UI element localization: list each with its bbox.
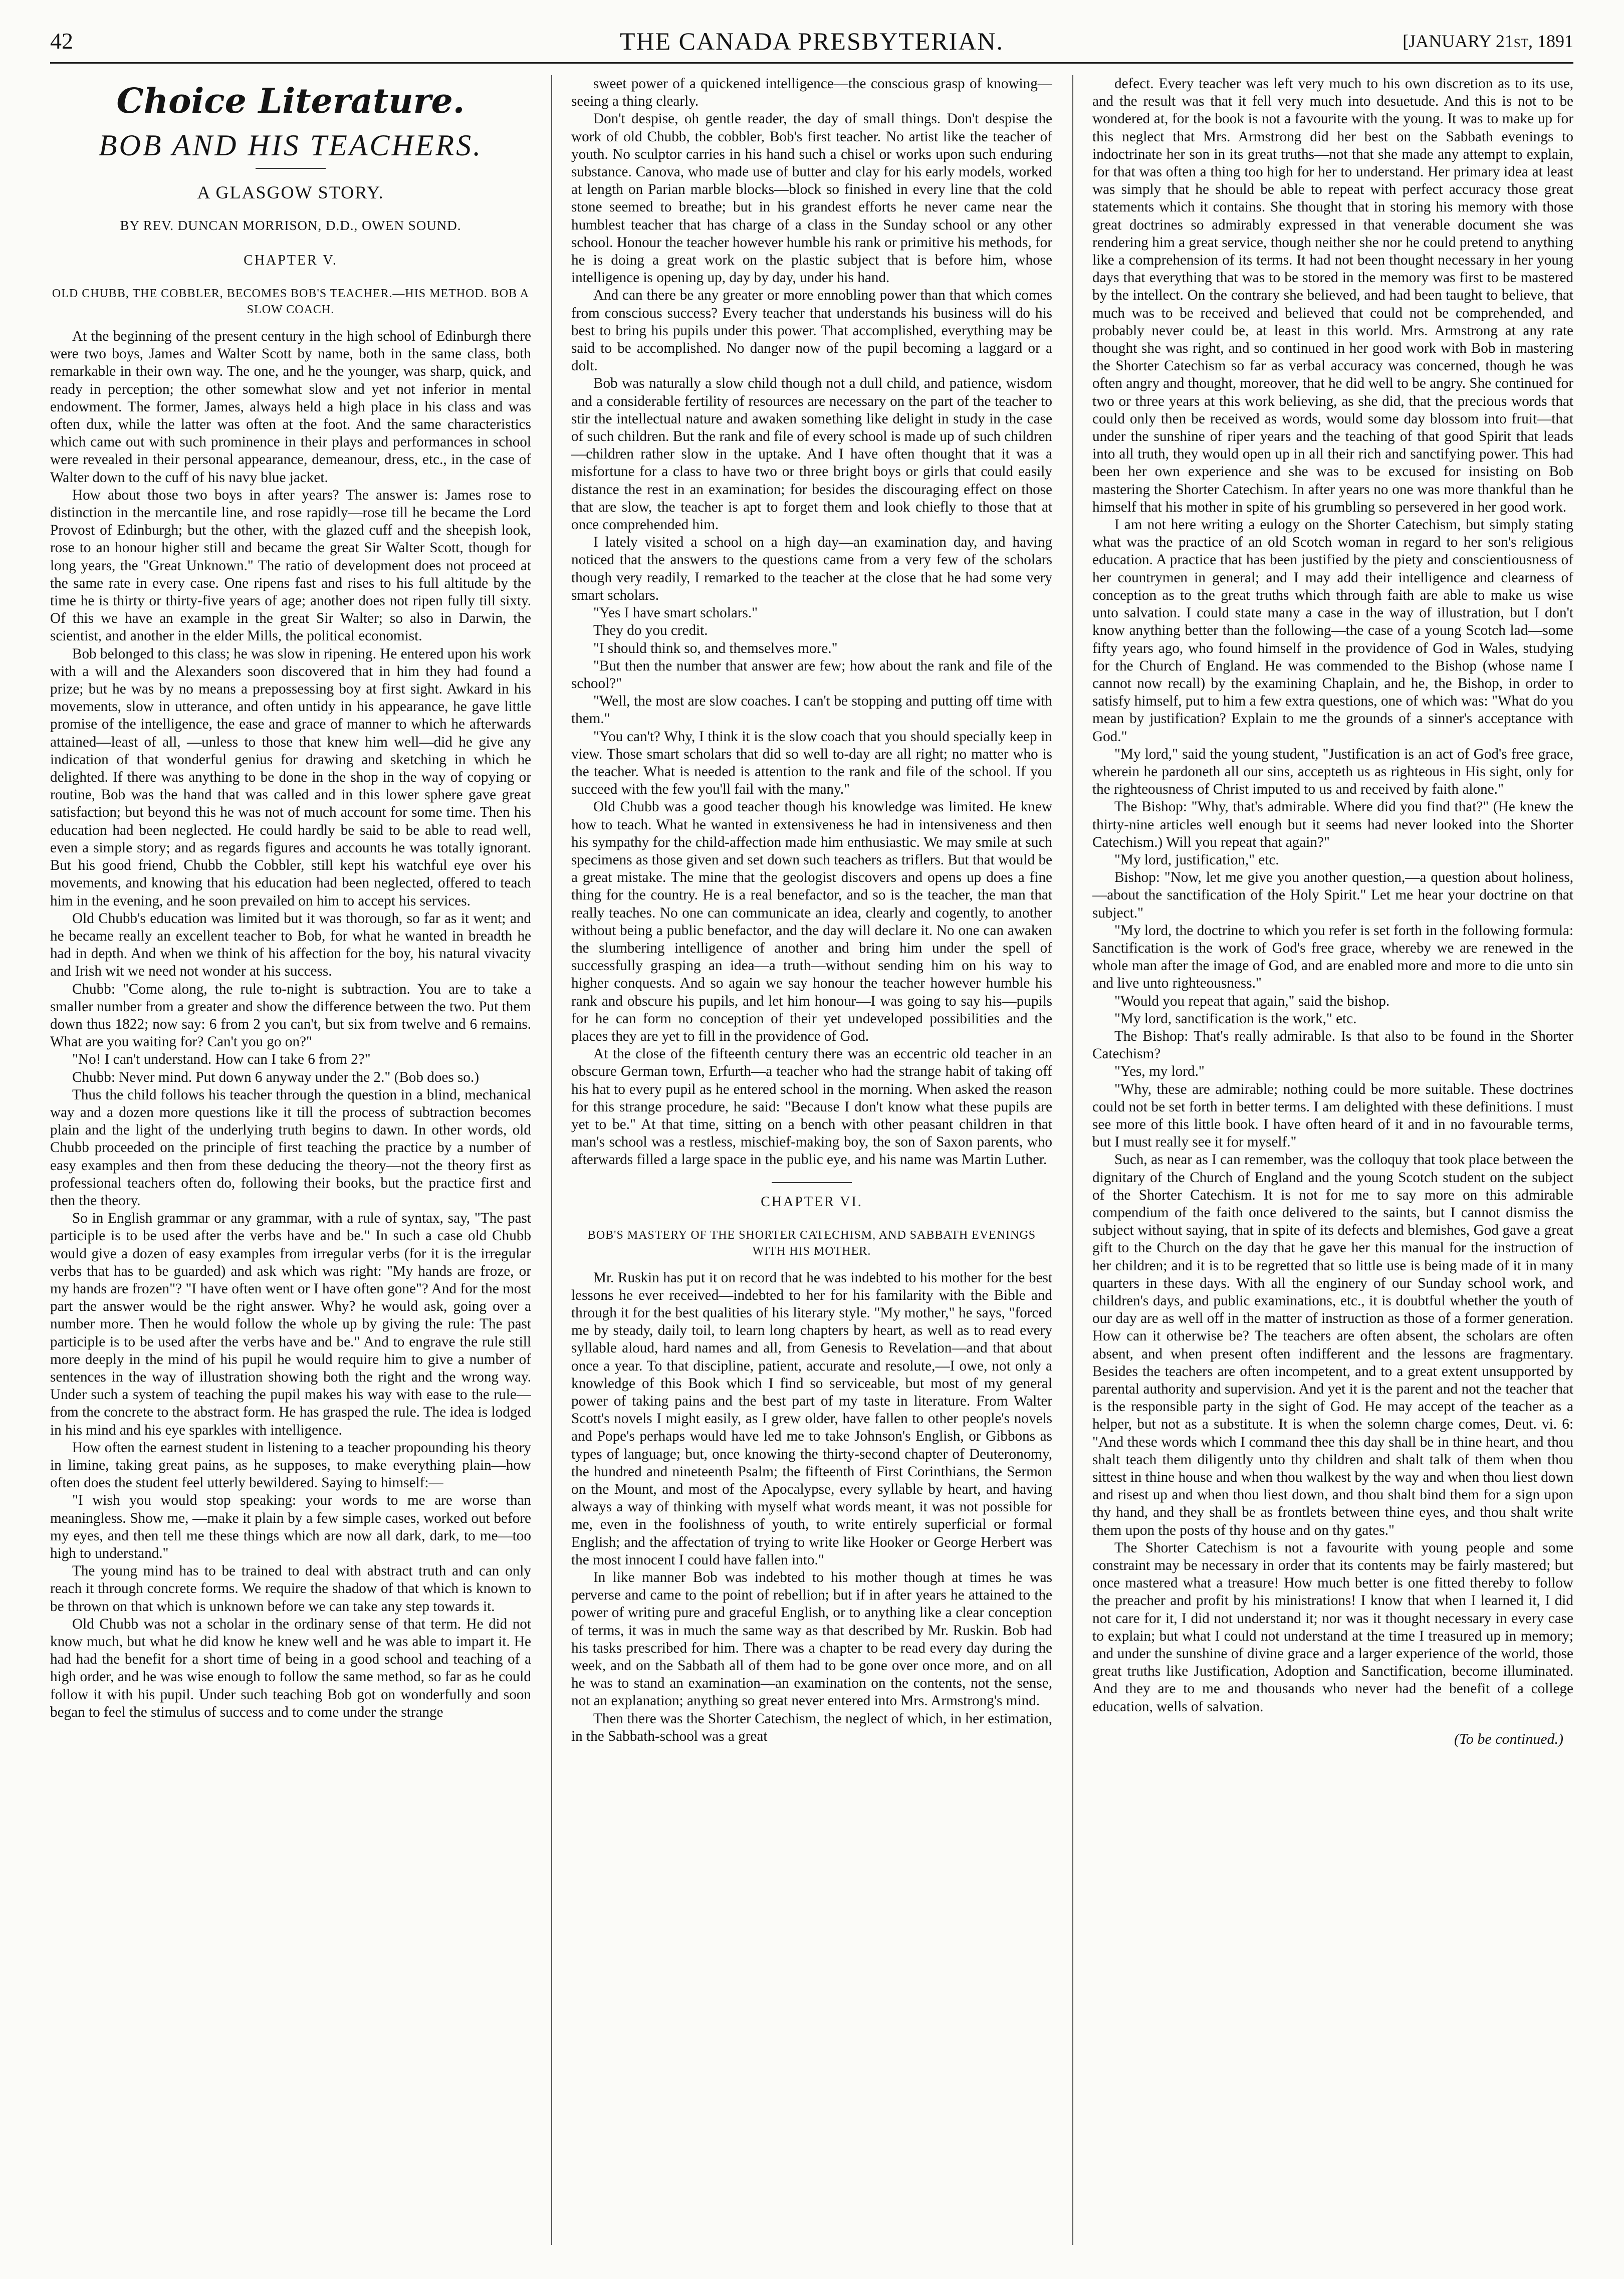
paragraph: defect. Every teacher was left very much to his own discretion as to its use, and the result was that it fell very much into desuetude. And this is not to be wondered at, for the book is not a favourite with the young. It was to make up for this neglect that Mrs. Armstrong did her best on the Sabbath evenings to indoctrinate her son in its great truths—not that she made any attempt to explain, for that was often a thing too high for her to understand. Her primary idea at least was simply that he should be able to repeat with perfect accuracy those great statements which it contains. She thought that in storing his memory with those great doctrines so admirably expressed in that venerable document she was rendering him a great service, though neither she nor he could pretend to anything like a comprehension of its terms. It had not been thought necessary in her young days that everything that was to be stored in the memory was first to be mastered by the intellect. On the contrary she believed, and had been taught to believe, that much was to be received and believed that could not be comprehended, and probably never could be, at least in this world. Mrs. Armstrong at any rate thought she was right, and so continued in her good work with Bob in mastering the Shorter Catechism so far as verbal accuracy was concerned, though he was often angry and thought, moreover, that he did well to be angry. She continued for two or three years at this work believing, as she did, that the precious words that could only then be received as words, would some day blossom into fruit—that under the sunshine of riper years and the teaching of that good Spirit that leads into all truth, they would open up in all their rich and sanctifying power. This had been her own experience and she was to be excused for insisting on Bob mastering the Shorter Catechism. In after years no one was more thankful than he himself that his mother in spite of his grumbling so persevered in her good work. <box>1092 76 1573 515</box>
paragraph: Chubb: "Come along, the rule to-night is subtraction. You are to take a smaller number from a greater and show the difference between the two. Put them down thus 1822; now say: 6 from 2 you can't, but six from twelve and 6 remains. What are you waiting for? Can't you go on?" <box>50 981 531 1050</box>
paragraph: Chubb: Never mind. Put down 6 anyway under the 2." (Bob does so.) <box>72 1069 480 1085</box>
chapter-heading: CHAPTER VI. <box>761 1194 863 1210</box>
paragraph: "I should think so, and themselves more." <box>593 640 838 656</box>
paragraph: The Bishop: That's really admirable. Is that also to be found in the Shorter Catechism? <box>1092 1028 1573 1062</box>
paragraph: Don't despise, oh gentle reader, the day of small things. Don't despise the work of old Chubb, the cobbler, Bob's first teacher. No artist like the teacher of youth. No sculptor carries in his hand such a chisel or works upon such enduring substance. Canova, who made use of butter and clay for his early models, worked at length on Parian marble blocks—block so finished in every line that the cold stone seemed to breathe; but in his grandest efforts he never came near the humblest teacher that has charge of a class in the Sunday school or any other school. Honour the teacher however humble his rank or primitive his methods, for he is doing a great work on the plastic subject that is before him, whose intelligence is opening up, day by day, under his hand. <box>571 111 1052 286</box>
column-3-text <box>1092 75 1573 1716</box>
chapter-heading: CHAPTER V. <box>244 253 338 268</box>
story-subtitle: A GLASGOW STORY. <box>197 182 384 202</box>
paragraph: I am not here writing a eulogy on the Shorter Catechism, but simply stating what was the practice of an old Scotch woman in regard to her son's religious education. A practice that has been justified by the piety and conscientiousness of her countrymen in general; and I may add their intelligence and clearness of conception as to the great truths which through faith are able to make us wise unto salvation. I could state many a case in the way of illustration, but I don't know anything better than the following—the case of a young Scotch lad—some fifty years ago, who found himself in the providence of God in Wales, studying for the Church of England. He was commended to the Bishop (whose name I cannot now recall) by the examining Chaplain, and he, the Bishop, in order to satisfy himself, put to him a few extra questions, one of which was: "What do you mean by justification? Explain to me the grounds of a sinner's acceptance with God." <box>1092 517 1573 745</box>
paragraph: The Shorter Catechism is not a favourite with young people and some constraint may be necessary in order that its contents may be fairly mastered; but once mastered what a treasure! How much better is one fitted thereby to follow the preacher and profit by his ministrations! I know that when I learned it, I did not care for it, I did not understand it; nor was it thought necessary in every case to explain; but what I could not understand at the time I treasured up in memory; and under the sunshine of divine grace and a larger experience of the world, those great truths like Justification, Adoption and Sanctification, become illuminated. And they are to me and thousands who never had the benefit of a college education, wells of salvation. <box>1092 1539 1573 1715</box>
title-rule <box>256 168 326 169</box>
issue-date: [JANUARY 21st, 1891 <box>1403 31 1573 51</box>
paragraph: sweet power of a quickened intelligence—the conscious grasp of knowing—seeing a thing clearly. <box>571 76 1052 110</box>
paragraph: "Why, these are admirable; nothing could be more suitable. These doctrines could not be set forth in better terms. I am delighted with these definitions. I must see more of this little book. I have often heard of it and in no favourable terms, but I must really see it for myself." <box>1092 1081 1573 1151</box>
chapter-synopsis: OLD CHUBB, THE COBBLER, BECOMES BOB'S TEACHER.—HIS METHOD. BOB A SLOW COACH. <box>52 287 530 316</box>
column-divider <box>551 75 552 2245</box>
paragraph: "Would you repeat that again," said the bishop. <box>1114 993 1390 1009</box>
chapter-rule <box>772 1182 852 1183</box>
paragraph: The Bishop: "Why, that's admirable. Where did you find that?" (He knew the thirty-nine articles well enough but it seems had never looked into the Shorter Catechism.) Will you repeat that again?" <box>1092 799 1573 850</box>
column-1-text <box>50 328 531 1721</box>
paragraph: At the beginning of the present century in the high school of Edinburgh there were two boys, James and Walter Scott by name, both in the same class, both remarkable in their own way. The one, and he the younger, was sharp, quick, and ready in perception; the other somewhat slow and yet not inferior in mental endowment. The former, James, always held a high place in his class and was often dux, while the latter was often at the foot. And the same characteristics which came out with such prominence in their plays and performances in school were revealed in their personal appearance, demeanour, dress, etc., in the case of Walter down to the cuff of his navy blue jacket. <box>50 328 531 486</box>
paragraph: Bob belonged to this class; he was slow in ripening. He entered upon his work with a will and the Alexanders soon discovered that in him they had found a prize; but he was by no means a prepossessing boy at first sight. Awkard in his movements, slow in utterance, and often untidy in his appearance, he gave little promise of the intelligence, the ease and grace of manner to which he afterwards attained—least of all, —unless to those that knew him well—did he give any indication of that wonderful genius for drawing and sketching in which he delighted. If there was anything to be done in the shop in the way of copying or routine, Bob was the hand that was called and in this lower sphere gave great satisfaction; but beyond this he was not of much account for some time. Then his education had been neglected. He could hardly be said to be able to read well, even a simple story; and as regards figures and accounts he was totally ignorant. But his good friend, Chubb the Cobbler, still kept his watchful eye over his movements, and knowing that his education had been neglected, offered to teach him in the evening, and he soon prevailed on him to accept his services. <box>50 645 531 909</box>
paragraph: Bishop: "Now, let me give you another question,—a question about holiness,—about the sanctification of the Holy Spirit." Let me hear your doctrine on that subject." <box>1092 869 1573 921</box>
paragraph: How often the earnest student in listening to a teacher propounding his theory in limine, taking great pains, as he supposes, to make everything plain—how often does the student feel utterly bewildered. Saying to himself:— <box>50 1439 531 1491</box>
paragraph: In like manner Bob was indebted to his mother though at times he was perverse and came to the point of rebellion; but if in after years he attained to the power of writing pure and graceful English, or to anything like a clear conception of terms, it was in much the same way as that described by Mr. Ruskin. Bob had his tasks prescribed for him. There was a chapter to be read every day during the week, and on the Sabbath all of them had to be gone over once more, and on all he was to stand an examination—an examination on the contents, not the sense, not an explanation; anything so great never entered into Mrs. Armstrong's mind. <box>571 1569 1052 1709</box>
column-divider <box>1072 75 1073 2245</box>
column-2b-text <box>571 1269 1052 1745</box>
masthead-rule <box>50 62 1573 64</box>
paragraph: "Well, the most are slow coaches. I can't be stopping and putting off time with them." <box>571 693 1052 727</box>
paragraph: I lately visited a school on a high day—an examination day, and having noticed that the answers to the questions came from a very few of the scholars though very readily, I remarked to the teacher at the close that he had some very smart scholars. <box>571 534 1052 603</box>
chapter-synopsis: BOB'S MASTERY OF THE SHORTER CATECHISM, AND SABBATH EVENINGS WITH HIS MOTHER. <box>587 1228 1036 1258</box>
paragraph: Old Chubb was a good teacher though his knowledge was limited. He knew how to teach. What he wanted in extensiveness he had in intensiveness and then his sympathy for the child-affection made him enthusiastic. We may smile at such specimens as those given and set down such teachers as triflers. But that would be a great mistake. The mine that the geologist discovers and opens up does a fine thing for the country. He is a real benefactor, and so is the teacher, the man that really teaches. No one can communicate an idea, clearly and cogently, to another without being a public benefactor, and the day will declare it. No one can awaken the slumbering intelligence of another and bring him under the spell of successfully grasping an idea—a truth—without sending him on his way to higher conquests. And so again we say honour the teacher however humble his rank and obscure his pupils, and let him honour—I was going to say his—pupils for he can form no conception of their yet undeveloped possibilities and the places they are yet to fill in the providence of God. <box>571 799 1052 1044</box>
paragraph: "No! I can't understand. How can I take 6 from 2?" <box>72 1051 371 1068</box>
paragraph: Such, as near as I can remember, was the colloquy that took place between the dignitary of the Church of England and the young Scotch student on the subject of the Shorter Catechism. It is not for me to say more on this admirable compendium of the faith once delivered to the saints, but I cannot dismiss the subject without saying, that in spite of its defects and blemishes, God gave a great gift to the Church on the day that he gave her this manual for the instruction of her children; and it is to be regretted that so little use is being made of it in many quarters in these days. With all the enginery of our Sunday school work, and children's days, and public examinations, etc., it is doubtful whether the youth of our day are as well off in the matter of instruction as those of a former generation. How can it otherwise be? The teachers are often absent, the scholars are often absent, and when present often indifferent and the lessons are fragmentary. Besides the teachers are often incompetent, and to a great extent unsupported by parental authority and supervision. And yet it is the parent and not the teacher that is the responsible party in the sight of God. He may accept of the teacher as a helper, but not as a substitute. It is when the solemn charge comes, Deut. vi. 6: "And these words which I command thee this day shall be in thine heart, and thou shalt teach them diligently unto thy children and shalt talk of them when thou sittest in thine house and when thou walkest by the way and when thou liest down and risest up and when thou liest down, and thou shalt bind them for a sign upon thy hand, and they shall be as frontlets between thine eyes, and thou shalt write them upon the posts of thy house and on thy gates." <box>1092 1152 1573 1538</box>
story-title: BOB AND HIS TEACHERS. <box>98 129 483 162</box>
column-2 <box>571 75 1052 2265</box>
continued-note: (To be continued.) <box>1454 1730 1563 1747</box>
paragraph: They do you credit. <box>593 622 708 639</box>
page-number: 42 <box>50 28 73 54</box>
byline: BY REV. DUNCAN MORRISON, D.D., OWEN SOUND. <box>120 218 461 233</box>
paragraph: "My lord," said the young student, "Justification is an act of God's free grace, wherein he pardoneth all our sins, accepteth us as righteous in His sight, only for the righteousness of Christ imputed to us and received by faith alone." <box>1092 746 1573 798</box>
paragraph: "Yes, my lord." <box>1114 1063 1205 1080</box>
paragraph: Bob was naturally a slow child though not a dull child, and patience, wisdom and a considerable fertility of resources are necessary on the part of the teacher to stir the intellectual nature and awaken something like delight in study in the case of such children. But the rank and file of every school is made up of such children—children rather slow in the uptake. And I have often thought that it was a misfortune for a class to have two or three bright boys or girls that could easily distance the rest in an examination; for besides the discouraging effect on those that are slow, the teacher is apt to forget them and look chiefly to those that at once comprehended him. <box>571 375 1052 533</box>
section-title: Choice Literature. <box>116 81 465 121</box>
paragraph: Old Chubb was not a scholar in the ordinary sense of that term. He did not know much, but what he did know he knew well and he was able to impart it. He had had the benefit for a short time of being in a good school and teaching of a high order, and he was wise enough to follow the same method, so far as he could follow it with his pupil. Under such teaching Bob got on wonderfully and soon began to feel the stimulus of success and to come under the strange <box>50 1616 531 1720</box>
paragraph: "My lord, sanctification is the work," etc. <box>1114 1010 1357 1027</box>
paragraph: "Yes I have smart scholars." <box>593 605 758 621</box>
paragraph: Old Chubb's education was limited but it was thorough, so far as it went; and he became really an excellent teacher to Bob, for what he wanted in breadth he had in depth. And when we think of his affection for the boy, his natural vivacity and Irish wit we need not wonder at his success. <box>50 910 531 980</box>
newspaper-title: THE CANADA PRESBYTERIAN. <box>619 27 1004 55</box>
column-1 <box>50 75 531 2265</box>
paragraph: Thus the child follows his teacher through the question in a blind, mechanical way and a dozen more questions like it till the process of subtraction becomes plain and the light of the underlying truth begins to dawn. In other words, old Chubb proceeded on the principle of first teaching the practice by a number of easy examples and then from these deducing the theory—not the theory first as professional teachers often do, following their books, but the practice first and then the theory. <box>50 1086 531 1209</box>
paragraph: How about those two boys in after years? The answer is: James rose to distinction in the mercantile line, and rose rapidly—rose till he became the Lord Provost of Edinburgh; but the other, with the glazed cuff and the sheepish look, rose to an honour higher still and became the great Sir Walter Scott, though for long years, the "Great Unknown." The ratio of development does not proceed at the same rate in every case. One ripens fast and rises to his full altitude by the time he is thirty or thirty-five years of age; another does not ripen fully till sixty. Of this we have an example in the great Sir Walter; so also in Darwin, the scientist, and another in the elder Mills, the political economist. <box>50 487 531 644</box>
paragraph: Then there was the Shorter Catechism, the neglect of which, in her estimation, in the Sabbath-school was a great <box>571 1710 1052 1744</box>
paragraph: "My lord, justification," etc. <box>1114 851 1279 868</box>
paragraph: Mr. Ruskin has put it on record that he was indebted to his mother for the best lessons he ever received—indebted to her for his familarity with the Bible and through it for the best qualities of his literary style. "My mother," he says, "forced me by steady, daily toil, to learn long chapters by heart, as well as to read every syllable aloud, hard names and all, from Genesis to Revelation—and that about once a year. To that discipline, patient, accurate and resolute,—I owe, not only a knowledge of this Book which I find so serviceable, but most of my general power of taking pains and the best part of my taste in literature. From Walter Scott's novels I might easily, as I grew older, have fallen to other people's novels and Pope's perhaps would have led me to take Johnson's English, or Gibbons as types of language; but, once knowing the thirty-second chapter of Deuteronomy, the hundred and nineteenth Psalm; the fifteenth of First Corinthians, the Sermon on the Mount, and most of the Apocalypse, every syllable by heart, and having always a way of thinking with myself what words meant, it was not possible for me, even in the foolishness of youth, to write entirely superficial or formal English; and the affectation of trying to write like Hooker or George Herbert was the most innocent I could have fallen into." <box>571 1269 1052 1568</box>
column-3 <box>1092 75 1573 2265</box>
paragraph: At the close of the fifteenth century there was an eccentric old teacher in an obscure German town, Erfurth—a teacher who had the strange habit of taking off his hat to every pupil as he entered school in the morning. When asked the reason for this strange procedure, he said: "Because I don't know what these pupils are yet to be." At that time, sitting on a bench with other peasant children in that man's school was a restless, mischief-making boy, the son of Saxon parents, who afterwards filled a large space in the public eye, and his name was Martin Luther. <box>571 1046 1052 1168</box>
paragraph: And can there be any greater or more ennobling power than that which comes from conscious success? Every teacher that understands his business will do his best to bring his pupils under this power. That accomplished, everything may be said to be accomplished. No danger now of the pupil becoming a laggard or a dolt. <box>571 287 1052 374</box>
paragraph: "You can't? Why, I think it is the slow coach that you should specially keep in view. Those smart scholars that did so well to-day are all right; no matter who is the teacher. What is needed is attention to the rank and file of the school. If you succeed with the few you'll fail with the many." <box>571 728 1052 798</box>
paragraph: The young mind has to be trained to deal with abstract truth and can only reach it through concrete forms. We require the shadow of that which is known to be thrown on that which is unknown before we can take any step towards it. <box>50 1563 531 1615</box>
paragraph: So in English grammar or any grammar, with a rule of syntax, say, "The past participle is to be used after the verbs have and be." In such a case old Chubb would give a dozen of easy examples from irregular verbs (for it is the irregular verbs that has to be guarded) and ask which was right: "My hands are froze, or my hands are frozen"? "I have often went or I have often gone"? And for the most part the answer would be the right answer. Why? he would ask, going over a number more. Then he would follow the whole up by giving the rule: The past participle is to be used after the verbs have and be." And to engrave the rule still more deeply in the mind of his pupil he would require him to give a number of sentences in the way of illustration showing both the right and the wrong way. Under such a system of teaching the pupil makes his way with ease to the rule—from the concrete to the abstract form. He has grasped the rule. The idea is lodged in his mind and his eye sparkles with intelligence. <box>50 1210 531 1438</box>
column-2-text <box>571 75 1052 1169</box>
paragraph: "My lord, the doctrine to which you refer is set forth in the following formula: Sanctification is the work of God's free grace, whereby we are renewed in the whole man after the image of God, and are enabled more and more to die unto sin and live unto righteousness." <box>1092 922 1573 992</box>
paragraph: "But then the number that answer are few; how about the rank and file of the school?" <box>571 657 1052 692</box>
masthead <box>50 26 1573 56</box>
paragraph: "I wish you would stop speaking: your words to me are worse than meaningless. Show me, —make it plain by a few simple cases, worked out before my eyes, and then tell me these things which are now all dark, dark, to me—too high to understand." <box>50 1492 531 1562</box>
